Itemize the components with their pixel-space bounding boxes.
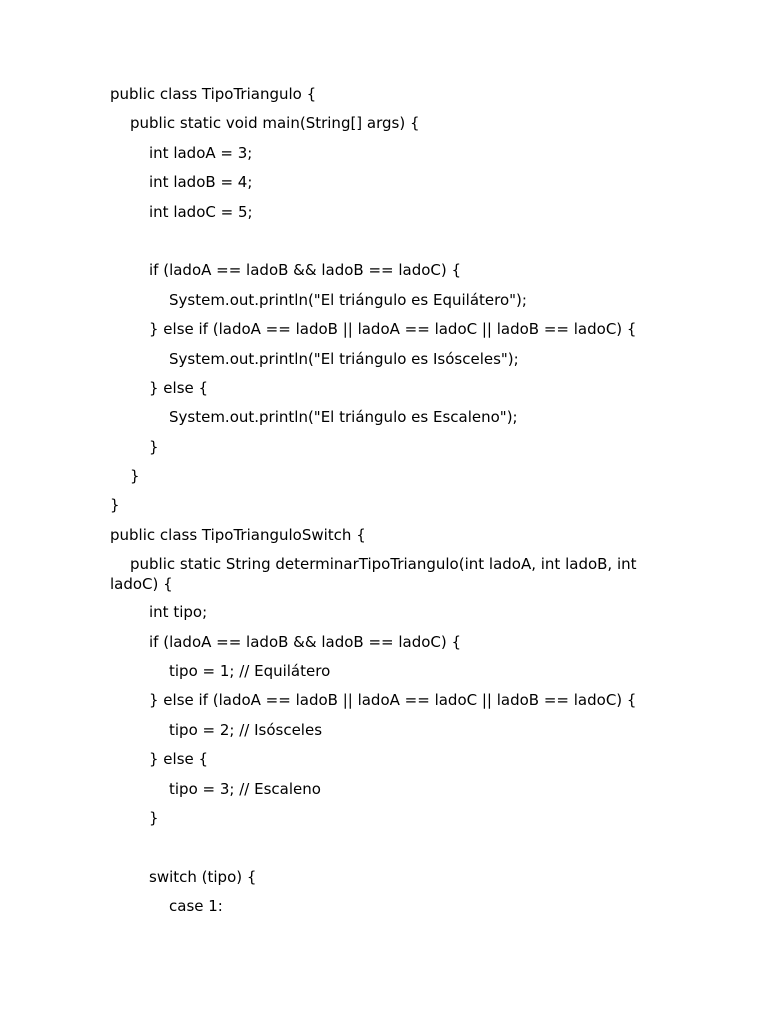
code-line: } (149, 808, 159, 827)
code-line: } else { (149, 378, 209, 397)
code-line: switch (tipo) { (149, 867, 257, 886)
code-line: tipo = 3; // Escaleno (169, 779, 321, 798)
code-line: } else { (149, 750, 209, 769)
code-line: public class TipoTriangulo { (110, 85, 317, 103)
code-line: } (110, 496, 120, 515)
code-line: int ladoC = 5; (149, 202, 253, 221)
code-line: tipo = 2; // Isósceles (169, 720, 323, 739)
code-line: case 1: (169, 897, 223, 916)
code-line: } (149, 437, 159, 456)
blank-line (110, 231, 666, 260)
code-line: System.out.println("El triángulo es Escaleno"); (169, 408, 518, 427)
code-line: int tipo; (149, 603, 208, 622)
code-line: public static String determinarTipoTriangulo(int ladoA, int ladoB, int ladoC) { (110, 555, 642, 594)
code-line: System.out.println("El triángulo es Equilátero"); (169, 290, 527, 309)
code-line: if (ladoA == ladoB && ladoB == ladoC) { (149, 632, 462, 651)
code-line: public static void main(String[] args) { (130, 114, 420, 133)
code-line: } (130, 467, 140, 486)
code-line: tipo = 1; // Equilátero (169, 662, 331, 681)
code-body (110, 84, 666, 926)
code-line: System.out.println("El triángulo es Isósceles"); (169, 349, 519, 368)
blank-line (110, 837, 666, 866)
code-line: } else if (ladoA == ladoB || ladoA == ladoC || ladoB == ladoC) { (149, 320, 637, 339)
code-line: if (ladoA == ladoB && ladoB == ladoC) { (149, 261, 462, 280)
code-line: int ladoA = 3; (149, 143, 253, 162)
code-line: } else if (ladoA == ladoB || ladoA == ladoC || ladoB == ladoC) { (149, 691, 637, 710)
code-line: int ladoB = 4; (149, 173, 253, 192)
code-line: public class TipoTrianguloSwitch { (110, 525, 366, 544)
